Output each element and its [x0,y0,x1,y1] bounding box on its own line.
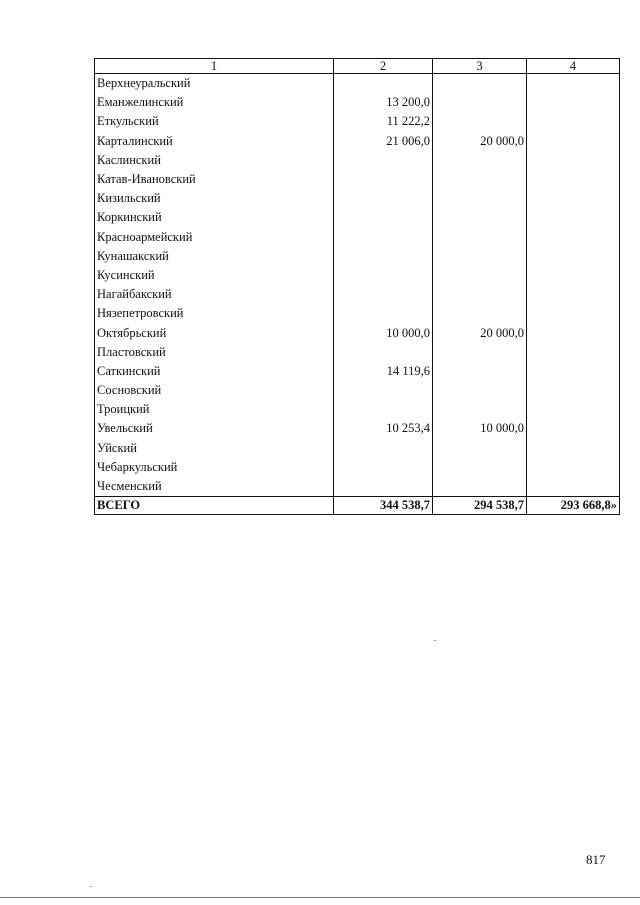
value-col-3 [433,247,527,266]
district-name: Каслинский [95,151,334,170]
value-col-3 [433,74,527,94]
value-col-2 [334,439,433,458]
district-name: Коркинский [95,208,334,227]
value-col-3 [433,151,527,170]
value-col-3 [433,477,527,497]
table-row [95,228,620,247]
value-col-2: 10 000,0 [334,323,433,342]
value-col-3 [433,439,527,458]
value-col-2 [334,74,433,94]
value-col-3 [433,362,527,381]
table-row [95,247,620,266]
table-row [95,458,620,477]
value-col-4 [527,439,620,458]
value-col-2 [334,266,433,285]
table-row [95,266,620,285]
value-col-4 [527,132,620,151]
table-row [95,362,620,381]
district-name: Чесменский [95,477,334,497]
value-col-3 [433,381,527,400]
total-col-3: 294 538,7 [433,497,527,515]
district-name: Еткульский [95,112,334,131]
table-row [95,74,620,94]
district-name: Нагайбакский [95,285,334,304]
district-name: Красноармейский [95,228,334,247]
value-col-2 [334,477,433,497]
value-col-4 [527,208,620,227]
value-col-2 [334,285,433,304]
header-col-2: 2 [334,59,433,74]
district-name: Уйский [95,439,334,458]
value-col-3: 20 000,0 [433,132,527,151]
value-col-2 [334,228,433,247]
scan-speck [434,640,436,641]
value-col-2 [334,208,433,227]
value-col-3 [433,266,527,285]
value-col-4 [527,419,620,438]
page-bottom-rule [0,897,640,898]
table-row [95,400,620,419]
table-row [95,343,620,362]
value-col-4 [527,93,620,112]
district-name: Катав-Ивановский [95,170,334,189]
value-col-4 [527,323,620,342]
value-col-3 [433,458,527,477]
value-col-4 [527,343,620,362]
table-row [95,381,620,400]
value-col-3 [433,400,527,419]
value-col-4 [527,74,620,94]
value-col-4 [527,151,620,170]
value-col-4 [527,228,620,247]
value-col-2 [334,189,433,208]
district-name: Увельский [95,419,334,438]
header-col-1: 1 [95,59,334,74]
table-body [95,74,620,497]
district-name: Пластовский [95,343,334,362]
value-col-4 [527,362,620,381]
value-col-3 [433,189,527,208]
value-col-2 [334,151,433,170]
table-row [95,419,620,438]
table-row [95,132,620,151]
district-name: Троицкий [95,400,334,419]
value-col-4 [527,477,620,497]
header-col-4: 4 [527,59,620,74]
total-col-4: 293 668,8» [527,497,620,515]
value-col-4 [527,381,620,400]
value-col-3 [433,112,527,131]
table-row [95,189,620,208]
budget-table [94,58,620,515]
district-name: Кунашакский [95,247,334,266]
value-col-4 [527,285,620,304]
district-name: Верхнеуральский [95,74,334,94]
value-col-4 [527,266,620,285]
scan-speck [90,886,92,887]
value-col-4 [527,112,620,131]
value-col-3 [433,93,527,112]
table-row [95,112,620,131]
total-col-2: 344 538,7 [334,497,433,515]
value-col-2: 13 200,0 [334,93,433,112]
value-col-2 [334,170,433,189]
value-col-2 [334,381,433,400]
value-col-2 [334,400,433,419]
table-row [95,93,620,112]
total-label: ВСЕГО [95,497,334,515]
value-col-2 [334,304,433,323]
table-row [95,285,620,304]
page-number: 817 [586,852,606,867]
value-col-3 [433,304,527,323]
table-row [95,208,620,227]
table-row [95,477,620,497]
header-col-3: 3 [433,59,527,74]
table-row [95,151,620,170]
table-row [95,439,620,458]
district-name: Нязепетровский [95,304,334,323]
value-col-2: 11 222,2 [334,112,433,131]
value-col-3 [433,208,527,227]
value-col-4 [527,170,620,189]
district-name: Чебаркульский [95,458,334,477]
value-col-2 [334,458,433,477]
value-col-3: 10 000,0 [433,419,527,438]
value-col-4 [527,304,620,323]
district-name: Кусинский [95,266,334,285]
district-name: Сосновский [95,381,334,400]
district-name: Кизильский [95,189,334,208]
table-row [95,170,620,189]
value-col-4 [527,247,620,266]
value-col-2 [334,247,433,266]
value-col-2 [334,343,433,362]
value-col-2: 14 119,6 [334,362,433,381]
value-col-4 [527,458,620,477]
value-col-3 [433,228,527,247]
total-row [95,497,620,515]
value-col-2: 10 253,4 [334,419,433,438]
district-name: Еманжелинский [95,93,334,112]
district-name: Октябрьский [95,323,334,342]
value-col-4 [527,400,620,419]
value-col-3 [433,170,527,189]
value-col-2: 21 006,0 [334,132,433,151]
value-col-3 [433,285,527,304]
value-col-4 [527,189,620,208]
table-row [95,323,620,342]
district-name: Карталинский [95,132,334,151]
district-name: Саткинский [95,362,334,381]
value-col-3: 20 000,0 [433,323,527,342]
header-row [95,59,620,74]
value-col-3 [433,343,527,362]
table-row [95,304,620,323]
